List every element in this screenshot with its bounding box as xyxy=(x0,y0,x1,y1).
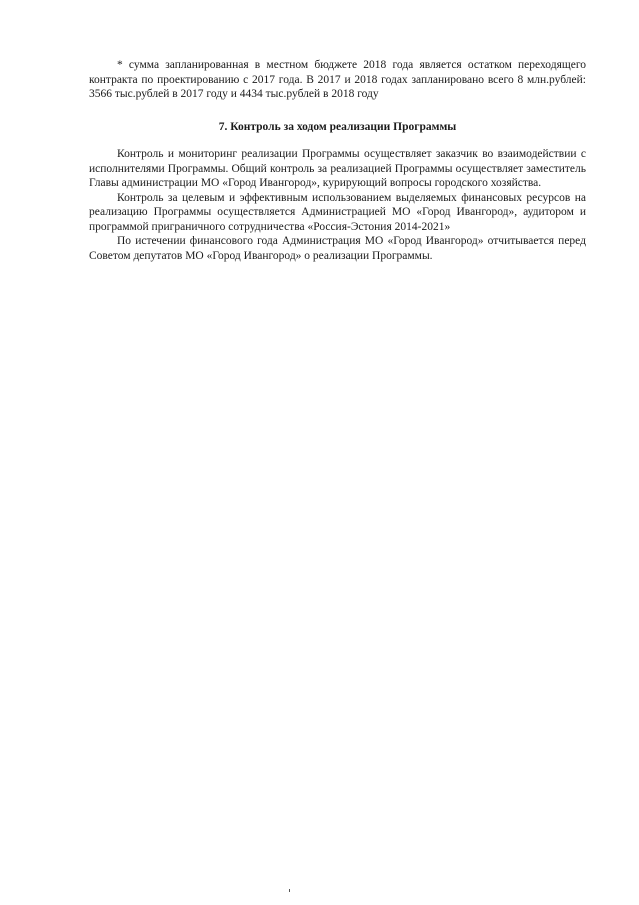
section-heading: 7. Контроль за ходом реализации Программы xyxy=(218,120,457,133)
paragraph-annual-report: По истечении финансового года Администрация МО «Город Ивангород» отчитывается перед Советом депутатов МО «Город Ивангород» о реализации Программы. xyxy=(89,235,586,262)
paragraph-control-monitoring: Контроль и мониторинг реализации Программы осуществляет заказчик во взаимодействии с исполнителями Программы. Общий контроль за реализацией Программы осуществляет заместитель Главы администрации МО «Город Ивангород», курирующий вопросы городского хозяйства. xyxy=(89,148,586,189)
paragraph-targeted-use: Контроль за целевым и эффективным использованием выделяемых финансовых ресурсов на реализацию Программы осуществляется Администрацией МО «Город Ивангород», аудитором и программой приграничного сотрудничества «Россия-Эстония 2014-2021» xyxy=(89,191,586,233)
scan-speck xyxy=(289,889,290,892)
footnote-paragraph: * сумма запланированная в местном бюджете 2018 года является остатком переходящего контракта по проектированию с 2017 года. В 2017 и 2018 годах запланировано всего 8 млн.рублей: 3566 тыс.рублей в 2017 году и 4434 тыс.рублей в 2018 году xyxy=(89,59,586,100)
document-body xyxy=(89,58,586,263)
